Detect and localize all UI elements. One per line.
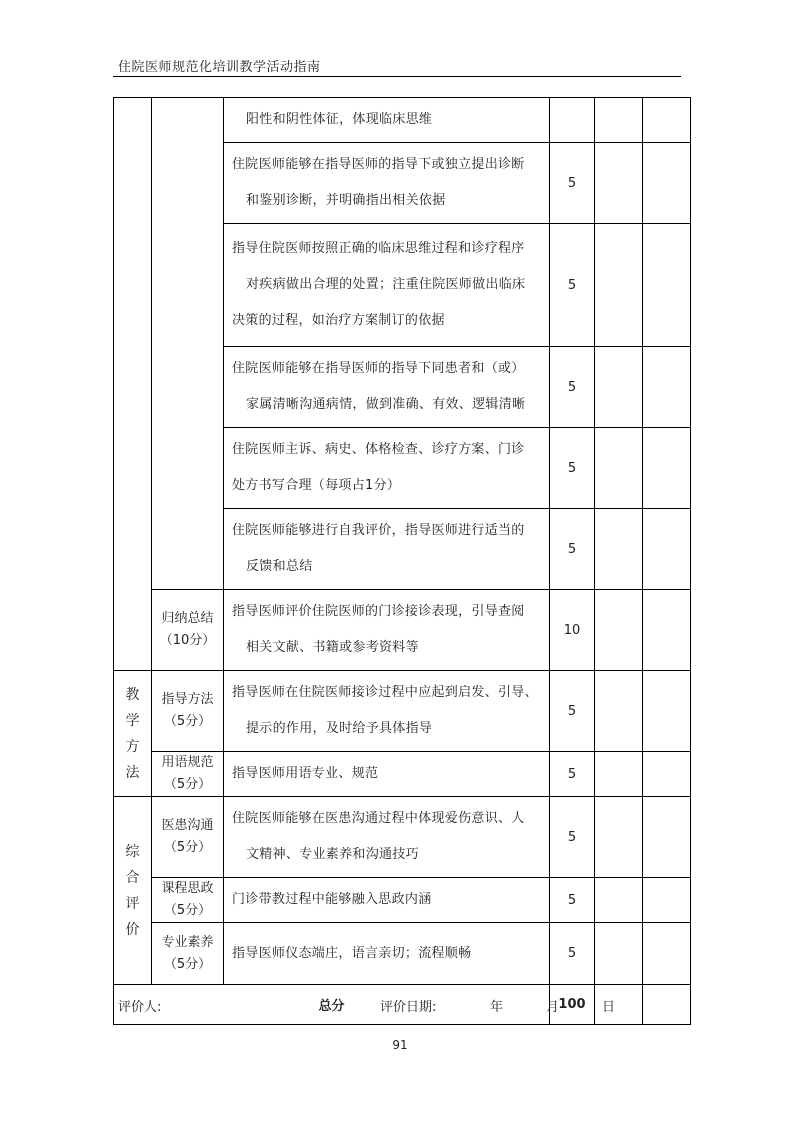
criteria-cell: 阳性和阴性体征，体现临床思维 <box>224 98 550 143</box>
criteria-cell: 住院医师主诉、病史、体格检查、诊疗方案、门诊 处方书写合理（每项占1分） <box>224 428 550 509</box>
table-row <box>114 671 691 752</box>
table-row <box>114 797 691 878</box>
criteria-cell: 指导医师仪态端庄，语言亲切；流程顺畅 <box>224 923 550 985</box>
score-cell: 5 <box>550 347 595 428</box>
month-label: 月 <box>546 1000 560 1015</box>
rating-cell[interactable] <box>595 752 643 797</box>
year-label: 年 <box>490 1000 504 1015</box>
rating-cell[interactable] <box>595 923 643 985</box>
rating-cell[interactable] <box>643 923 691 985</box>
rating-cell[interactable] <box>595 428 643 509</box>
rating-cell[interactable] <box>643 878 691 923</box>
table-row <box>114 98 691 143</box>
criteria-cell: 住院医师能够在指导医师的指导下或独立提出诊断 和鉴别诊断，并明确指出相关依据 <box>224 143 550 224</box>
subcategory-cell-continued <box>152 98 224 590</box>
score-cell: 5 <box>550 509 595 590</box>
score-cell: 5 <box>550 224 595 347</box>
rating-cell[interactable] <box>643 428 691 509</box>
criteria-cell: 住院医师能够在医患沟通过程中体现爱伤意识、人 文精神、专业素养和沟通技巧 <box>224 797 550 878</box>
date-label: 评价日期: <box>380 1000 437 1015</box>
day-label: 日 <box>602 1000 616 1015</box>
subcategory-cell: 用语规范 （5分） <box>152 752 224 797</box>
criteria-cell: 指导医师在住院医师接诊过程中应起到启发、引导、 提示的作用，及时给予具体指导 <box>224 671 550 752</box>
rating-cell[interactable] <box>643 590 691 671</box>
rating-cell[interactable] <box>643 509 691 590</box>
criteria-cell: 指导医师用语专业、规范 <box>224 752 550 797</box>
subcategory-cell: 医患沟通 （5分） <box>152 797 224 878</box>
criteria-cell: 指导住院医师按照正确的临床思维过程和诊疗程序 对疾病做出合理的处置；注重住院医师做出临床 决策的过程，如治疗方案制订的依据 <box>224 224 550 347</box>
page-number: 91 <box>392 1038 408 1052</box>
table-row <box>114 878 691 923</box>
rating-cell[interactable] <box>595 509 643 590</box>
evaluator-label: 评价人: <box>118 1000 162 1015</box>
category-teaching-method: 教 学 方 法 <box>114 671 152 797</box>
criteria-cell: 住院医师能够进行自我评价，指导医师进行适当的 反馈和总结 <box>224 509 550 590</box>
rating-cell[interactable] <box>643 143 691 224</box>
total-label: 总分 <box>114 985 550 1025</box>
table-row <box>114 923 691 985</box>
rating-cell[interactable] <box>643 347 691 428</box>
subcategory-cell: 归纳总结 （10分） <box>152 590 224 671</box>
rating-cell[interactable] <box>643 671 691 752</box>
rating-cell[interactable] <box>643 797 691 878</box>
subcategory-cell: 指导方法 （5分） <box>152 671 224 752</box>
rating-cell[interactable] <box>643 98 691 143</box>
score-cell <box>550 98 595 143</box>
header-rule <box>113 76 681 77</box>
score-cell: 5 <box>550 428 595 509</box>
table-row <box>114 590 691 671</box>
criteria-cell: 门诊带教过程中能够融入思政内涵 <box>224 878 550 923</box>
subcategory-cell: 专业素养 （5分） <box>152 923 224 985</box>
rating-cell[interactable] <box>595 224 643 347</box>
score-cell: 5 <box>550 671 595 752</box>
score-cell: 10 <box>550 590 595 671</box>
score-cell: 5 <box>550 878 595 923</box>
score-cell: 5 <box>550 923 595 985</box>
rating-cell[interactable] <box>643 752 691 797</box>
rating-cell[interactable] <box>595 98 643 143</box>
category-cell-continued <box>114 98 152 671</box>
rating-cell[interactable] <box>595 797 643 878</box>
score-cell: 5 <box>550 797 595 878</box>
score-cell: 5 <box>550 143 595 224</box>
table-row <box>114 752 691 797</box>
criteria-cell: 住院医师能够在指导医师的指导下同患者和（或） 家属清晰沟通病情，做到准确、有效、逻辑清晰 <box>224 347 550 428</box>
criteria-cell: 指导医师评价住院医师的门诊接诊表现，引导查阅 相关文献、书籍或参考资料等 <box>224 590 550 671</box>
rating-cell[interactable] <box>595 671 643 752</box>
subcategory-cell: 课程思政 （5分） <box>152 878 224 923</box>
rating-cell[interactable] <box>643 985 691 1025</box>
rating-cell[interactable] <box>595 347 643 428</box>
rating-cell[interactable] <box>595 143 643 224</box>
category-overall-evaluation: 综 合 评 价 <box>114 797 152 985</box>
rating-cell[interactable] <box>595 590 643 671</box>
rating-cell[interactable] <box>643 224 691 347</box>
rating-cell[interactable] <box>595 878 643 923</box>
total-score: 100 <box>550 985 595 1025</box>
evaluation-table <box>113 97 691 1025</box>
score-cell: 5 <box>550 752 595 797</box>
running-header: 住院医师规范化培训教学活动指南 <box>118 60 321 75</box>
